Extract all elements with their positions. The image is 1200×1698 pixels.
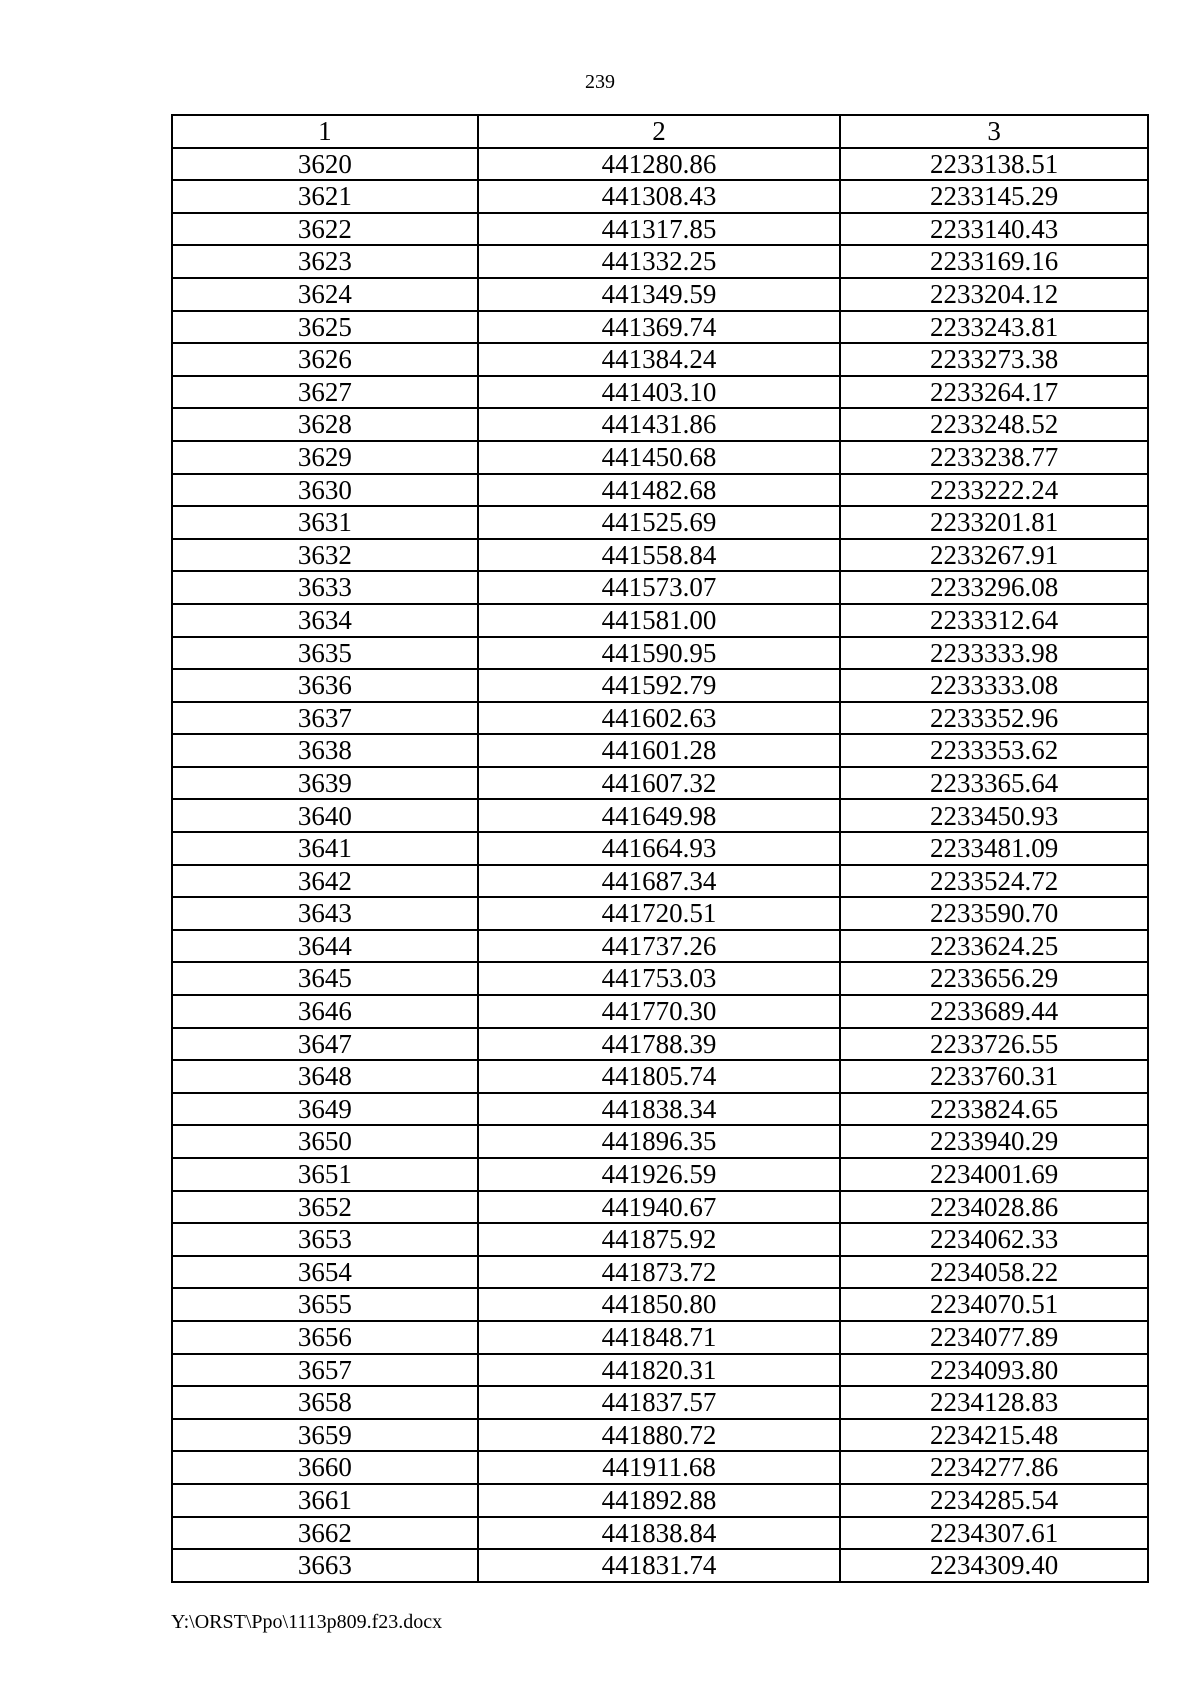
- x-coordinate-cell: 441317.85: [478, 213, 841, 246]
- header-cell-2: 2: [478, 115, 841, 148]
- y-coordinate-cell: 2233243.81: [840, 311, 1148, 344]
- table-row: [172, 1321, 1148, 1354]
- y-coordinate-cell: 2233264.17: [840, 376, 1148, 409]
- table-row: [172, 571, 1148, 604]
- table-row: [172, 1517, 1148, 1550]
- point-number-cell: 3625: [172, 311, 478, 344]
- y-coordinate-cell: 2233312.64: [840, 604, 1148, 637]
- x-coordinate-cell: 441737.26: [478, 930, 841, 963]
- x-coordinate-cell: 441558.84: [478, 539, 841, 572]
- table-row: [172, 637, 1148, 670]
- x-coordinate-cell: 441308.43: [478, 180, 841, 213]
- y-coordinate-cell: 2233624.25: [840, 930, 1148, 963]
- point-number-cell: 3630: [172, 474, 478, 507]
- point-number-cell: 3659: [172, 1419, 478, 1452]
- point-number-cell: 3627: [172, 376, 478, 409]
- x-coordinate-cell: 441403.10: [478, 376, 841, 409]
- x-coordinate-cell: 441805.74: [478, 1060, 841, 1093]
- x-coordinate-cell: 441592.79: [478, 669, 841, 702]
- point-number-cell: 3621: [172, 180, 478, 213]
- x-coordinate-cell: 441875.92: [478, 1223, 841, 1256]
- table-row: [172, 180, 1148, 213]
- y-coordinate-cell: 2233204.12: [840, 278, 1148, 311]
- y-coordinate-cell: 2233248.52: [840, 408, 1148, 441]
- y-coordinate-cell: 2233169.16: [840, 245, 1148, 278]
- table-row: [172, 311, 1148, 344]
- y-coordinate-cell: 2234028.86: [840, 1191, 1148, 1224]
- point-number-cell: 3656: [172, 1321, 478, 1354]
- y-coordinate-cell: 2234077.89: [840, 1321, 1148, 1354]
- point-number-cell: 3651: [172, 1158, 478, 1191]
- y-coordinate-cell: 2233333.08: [840, 669, 1148, 702]
- point-number-cell: 3632: [172, 539, 478, 572]
- table-header: [172, 115, 1148, 148]
- x-coordinate-cell: 441581.00: [478, 604, 841, 637]
- point-number-cell: 3646: [172, 995, 478, 1028]
- table-row: [172, 734, 1148, 767]
- x-coordinate-cell: 441384.24: [478, 343, 841, 376]
- table-row: [172, 1288, 1148, 1321]
- x-coordinate-cell: 441602.63: [478, 702, 841, 735]
- x-coordinate-cell: 441280.86: [478, 148, 841, 181]
- table-row: [172, 1484, 1148, 1517]
- x-coordinate-cell: 441607.32: [478, 767, 841, 800]
- x-coordinate-cell: 441349.59: [478, 278, 841, 311]
- y-coordinate-cell: 2234285.54: [840, 1484, 1148, 1517]
- table-row: [172, 897, 1148, 930]
- table-row: [172, 245, 1148, 278]
- x-coordinate-cell: 441926.59: [478, 1158, 841, 1191]
- x-coordinate-cell: 441848.71: [478, 1321, 841, 1354]
- point-number-cell: 3624: [172, 278, 478, 311]
- table-row: [172, 1191, 1148, 1224]
- table-row: [172, 441, 1148, 474]
- point-number-cell: 3620: [172, 148, 478, 181]
- page-number: 239: [585, 71, 615, 93]
- table-row: [172, 1223, 1148, 1256]
- y-coordinate-cell: 2234215.48: [840, 1419, 1148, 1452]
- table-row: [172, 408, 1148, 441]
- table-body: [172, 148, 1148, 1582]
- x-coordinate-cell: 441850.80: [478, 1288, 841, 1321]
- x-coordinate-cell: 441838.34: [478, 1093, 841, 1126]
- table-row: [172, 702, 1148, 735]
- table-header-row: [172, 115, 1148, 148]
- table-row: [172, 604, 1148, 637]
- header-cell-1: 1: [172, 115, 478, 148]
- x-coordinate-cell: 441940.67: [478, 1191, 841, 1224]
- x-coordinate-cell: 441838.84: [478, 1517, 841, 1550]
- point-number-cell: 3649: [172, 1093, 478, 1126]
- y-coordinate-cell: 2233140.43: [840, 213, 1148, 246]
- table-row: [172, 1125, 1148, 1158]
- y-coordinate-cell: 2233524.72: [840, 865, 1148, 898]
- x-coordinate-cell: 441788.39: [478, 1028, 841, 1061]
- point-number-cell: 3631: [172, 506, 478, 539]
- point-number-cell: 3622: [172, 213, 478, 246]
- table-row: [172, 474, 1148, 507]
- table-row: [172, 832, 1148, 865]
- y-coordinate-cell: 2233138.51: [840, 148, 1148, 181]
- table-row: [172, 278, 1148, 311]
- y-coordinate-cell: 2233353.62: [840, 734, 1148, 767]
- table-row: [172, 930, 1148, 963]
- point-number-cell: 3657: [172, 1354, 478, 1387]
- y-coordinate-cell: 2234058.22: [840, 1256, 1148, 1289]
- table-row: [172, 539, 1148, 572]
- y-coordinate-cell: 2233365.64: [840, 767, 1148, 800]
- coordinates-table: [171, 114, 1149, 1583]
- table-row: [172, 506, 1148, 539]
- table-row: [172, 1549, 1148, 1582]
- x-coordinate-cell: 441649.98: [478, 799, 841, 832]
- point-number-cell: 3655: [172, 1288, 478, 1321]
- point-number-cell: 3640: [172, 799, 478, 832]
- y-coordinate-cell: 2234309.40: [840, 1549, 1148, 1582]
- x-coordinate-cell: 441332.25: [478, 245, 841, 278]
- y-coordinate-cell: 2233273.38: [840, 343, 1148, 376]
- x-coordinate-cell: 441601.28: [478, 734, 841, 767]
- y-coordinate-cell: 2233333.98: [840, 637, 1148, 670]
- point-number-cell: 3645: [172, 962, 478, 995]
- table-row: [172, 995, 1148, 1028]
- point-number-cell: 3653: [172, 1223, 478, 1256]
- point-number-cell: 3636: [172, 669, 478, 702]
- table-row: [172, 213, 1148, 246]
- y-coordinate-cell: 2233940.29: [840, 1125, 1148, 1158]
- point-number-cell: 3661: [172, 1484, 478, 1517]
- point-number-cell: 3650: [172, 1125, 478, 1158]
- x-coordinate-cell: 441837.57: [478, 1386, 841, 1419]
- y-coordinate-cell: 2233689.44: [840, 995, 1148, 1028]
- point-number-cell: 3635: [172, 637, 478, 670]
- point-number-cell: 3652: [172, 1191, 478, 1224]
- x-coordinate-cell: 441831.74: [478, 1549, 841, 1582]
- y-coordinate-cell: 2233296.08: [840, 571, 1148, 604]
- point-number-cell: 3658: [172, 1386, 478, 1419]
- x-coordinate-cell: 441911.68: [478, 1451, 841, 1484]
- y-coordinate-cell: 2233726.55: [840, 1028, 1148, 1061]
- x-coordinate-cell: 441687.34: [478, 865, 841, 898]
- y-coordinate-cell: 2234128.83: [840, 1386, 1148, 1419]
- y-coordinate-cell: 2233352.96: [840, 702, 1148, 735]
- point-number-cell: 3648: [172, 1060, 478, 1093]
- point-number-cell: 3637: [172, 702, 478, 735]
- point-number-cell: 3639: [172, 767, 478, 800]
- y-coordinate-cell: 2234093.80: [840, 1354, 1148, 1387]
- table-row: [172, 865, 1148, 898]
- x-coordinate-cell: 441482.68: [478, 474, 841, 507]
- point-number-cell: 3633: [172, 571, 478, 604]
- y-coordinate-cell: 2233267.91: [840, 539, 1148, 572]
- x-coordinate-cell: 441896.35: [478, 1125, 841, 1158]
- y-coordinate-cell: 2233201.81: [840, 506, 1148, 539]
- x-coordinate-cell: 441770.30: [478, 995, 841, 1028]
- y-coordinate-cell: 2234001.69: [840, 1158, 1148, 1191]
- x-coordinate-cell: 441431.86: [478, 408, 841, 441]
- x-coordinate-cell: 441892.88: [478, 1484, 841, 1517]
- point-number-cell: 3662: [172, 1517, 478, 1550]
- point-number-cell: 3641: [172, 832, 478, 865]
- x-coordinate-cell: 441753.03: [478, 962, 841, 995]
- footer-file-path: Y:\ORST\Ppo\1113p809.f23.docx: [171, 1611, 443, 1633]
- point-number-cell: 3628: [172, 408, 478, 441]
- point-number-cell: 3643: [172, 897, 478, 930]
- table-row: [172, 1093, 1148, 1126]
- table-row: [172, 376, 1148, 409]
- table-row: [172, 1451, 1148, 1484]
- x-coordinate-cell: 441880.72: [478, 1419, 841, 1452]
- y-coordinate-cell: 2234070.51: [840, 1288, 1148, 1321]
- point-number-cell: 3638: [172, 734, 478, 767]
- x-coordinate-cell: 441720.51: [478, 897, 841, 930]
- y-coordinate-cell: 2233481.09: [840, 832, 1148, 865]
- x-coordinate-cell: 441450.68: [478, 441, 841, 474]
- header-cell-3: 3: [840, 115, 1148, 148]
- x-coordinate-cell: 441525.69: [478, 506, 841, 539]
- y-coordinate-cell: 2233222.24: [840, 474, 1148, 507]
- point-number-cell: 3663: [172, 1549, 478, 1582]
- x-coordinate-cell: 441873.72: [478, 1256, 841, 1289]
- table-row: [172, 1028, 1148, 1061]
- x-coordinate-cell: 441369.74: [478, 311, 841, 344]
- table-row: [172, 799, 1148, 832]
- point-number-cell: 3626: [172, 343, 478, 376]
- table-row: [172, 1256, 1148, 1289]
- y-coordinate-cell: 2233145.29: [840, 180, 1148, 213]
- table-row: [172, 669, 1148, 702]
- y-coordinate-cell: 2233590.70: [840, 897, 1148, 930]
- y-coordinate-cell: 2234277.86: [840, 1451, 1148, 1484]
- x-coordinate-cell: 441590.95: [478, 637, 841, 670]
- y-coordinate-cell: 2233824.65: [840, 1093, 1148, 1126]
- y-coordinate-cell: 2233760.31: [840, 1060, 1148, 1093]
- point-number-cell: 3634: [172, 604, 478, 637]
- y-coordinate-cell: 2233656.29: [840, 962, 1148, 995]
- x-coordinate-cell: 441820.31: [478, 1354, 841, 1387]
- point-number-cell: 3623: [172, 245, 478, 278]
- point-number-cell: 3654: [172, 1256, 478, 1289]
- table-row: [172, 767, 1148, 800]
- table-row: [172, 1158, 1148, 1191]
- x-coordinate-cell: 441664.93: [478, 832, 841, 865]
- x-coordinate-cell: 441573.07: [478, 571, 841, 604]
- y-coordinate-cell: 2233238.77: [840, 441, 1148, 474]
- table-row: [172, 343, 1148, 376]
- point-number-cell: 3647: [172, 1028, 478, 1061]
- table-row: [172, 1060, 1148, 1093]
- point-number-cell: 3644: [172, 930, 478, 963]
- y-coordinate-cell: 2234062.33: [840, 1223, 1148, 1256]
- table-row: [172, 962, 1148, 995]
- table-row: [172, 1354, 1148, 1387]
- point-number-cell: 3660: [172, 1451, 478, 1484]
- table-row: [172, 1419, 1148, 1452]
- point-number-cell: 3642: [172, 865, 478, 898]
- y-coordinate-cell: 2233450.93: [840, 799, 1148, 832]
- y-coordinate-cell: 2234307.61: [840, 1517, 1148, 1550]
- point-number-cell: 3629: [172, 441, 478, 474]
- table-row: [172, 148, 1148, 181]
- table-row: [172, 1386, 1148, 1419]
